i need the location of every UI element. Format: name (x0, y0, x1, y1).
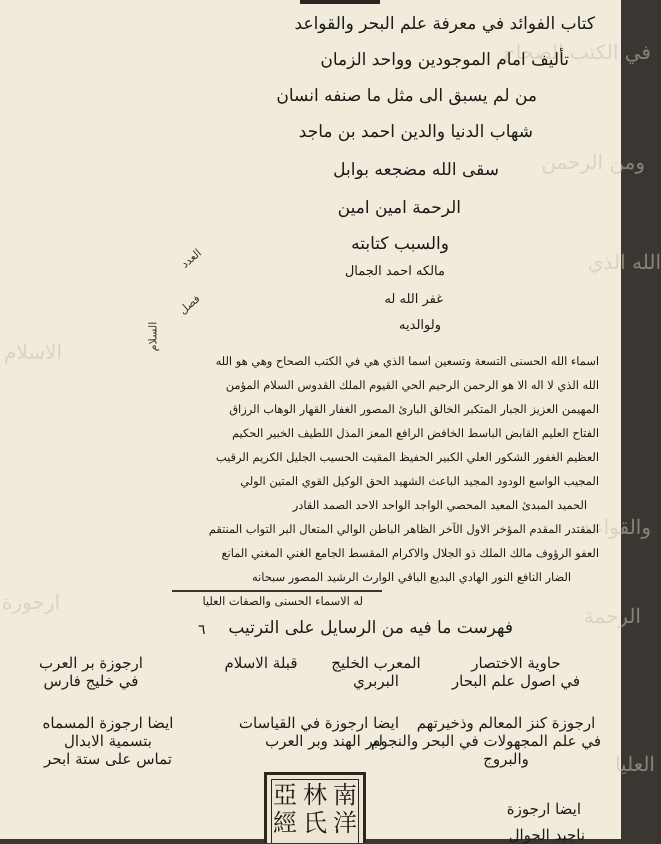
toc-item-line: والبروج (483, 750, 529, 768)
names-line: اسماء الله الحسنى التسعة وتسعين اسما الذي هي في الكتب الصحاح وهي هو الله (215, 354, 599, 368)
toc-item-line: المعرب الخليج (331, 654, 421, 672)
toc-item-line: البربري (353, 672, 399, 690)
margin-note: فصل (176, 292, 203, 317)
names-line: الحميد المبدئ المعيد المحصي الواجد الواحد الاحد الصمد القادر (292, 498, 587, 512)
seal-glyph: 亞 (273, 781, 297, 809)
names-line: الضار النافع النور الهادي البديع الباقي الوارث الرشيد المصور سبحانه (251, 570, 571, 584)
bleed-text: الله الذي (587, 250, 661, 274)
title-line: كتاب الفوائد في معرفة علم البحر والقواعد (294, 14, 595, 34)
toc-footer: ايضا ارجوزة (506, 800, 581, 818)
bleed-text: ارجوزة (2, 590, 61, 614)
names-line: العفو الرؤوف مالك الملك ذو الجلال والاكرام المقسط الجامع الغني المغني المانع (221, 546, 599, 560)
seal-glyph: 經 (273, 809, 297, 837)
name-line: شهاب الدنيا والدين احمد بن ماجد (298, 122, 533, 142)
toc-item-line: في علم المجهولات في البحر والنجوم (371, 732, 601, 750)
names-line: المجيب الواسع الودود المجيد الباعث الشهيد الحق الوكيل القوي المتين الولي (240, 474, 599, 488)
toc-item (238, 714, 399, 750)
toc-item (16, 654, 166, 690)
bleed-text: العليا (614, 752, 655, 776)
toc-item (201, 654, 321, 672)
toc-item (441, 654, 591, 690)
parents-line: ولوالديه (399, 318, 441, 333)
toc-item (321, 654, 431, 690)
seal-glyph: 氏 (303, 809, 327, 837)
seal-glyph: 南 (333, 781, 357, 809)
names-line: المقتدر المقدم المؤخر الاول الآخر الظاهر الباطن الوالي المتعال البر التواب المنتقم (208, 522, 599, 536)
mercy-line: الرحمة امين امين (337, 198, 461, 218)
toc-footer: ناجيد الجوال (508, 826, 585, 844)
top-stroke (300, 0, 380, 4)
blessing-line: سقى الله مضجعه بوابل (333, 160, 499, 180)
names-line: العظيم الغفور الشكور العلي الكبير الحفيظ المقيت الحسيب الجليل الكريم الرقيب (215, 450, 599, 464)
toc-item-line: ايضا ارجوزة المسماه (42, 714, 174, 732)
praise-line: من لم يسبق الى مثل ما صنفه انسان (276, 86, 537, 106)
seal-glyph: 洋 (333, 809, 357, 837)
bleed-text: في الكتب الصحاح (502, 40, 651, 64)
colophon-prefix: والسبب كتابته (351, 234, 449, 254)
library-seal (264, 772, 366, 843)
toc-heading: فهرست ما فيه من الرسايل على الترتيب (228, 618, 513, 638)
toc-mark: ٦ (198, 622, 206, 638)
scribe-line: مالكه احمد الجمال (344, 264, 445, 279)
toc-item-line: بتسمية الابدال (64, 732, 152, 750)
margin-note: العدد (178, 246, 204, 271)
toc-item-line: في خليج فارس (43, 672, 139, 690)
seal-glyph: 林 (303, 781, 327, 809)
bleed-text: ومن الرحمن (541, 150, 645, 174)
bleed-text: والقواعد (581, 515, 651, 539)
toc-item-line: قبلة الاسلام (224, 654, 298, 672)
author-line: تأليف امام الموجودين وواحد الزمان (320, 50, 569, 70)
margin-note: السلام (146, 321, 160, 352)
forgiveness-line: غفر الله له (384, 292, 443, 307)
section-divider (172, 590, 382, 592)
names-line: الفتاح العليم القابض الباسط الخافض الرافع المعز المذل اللطيف الخبير الحكيم (231, 426, 599, 440)
toc-item-line: لبر الهند وبر العرب (265, 732, 383, 750)
names-line: له الاسماء الحسنى والصفات العليا (202, 594, 363, 608)
bleed-text: الرحمة (583, 604, 641, 628)
toc-item-line: ارجوزة بر العرب (39, 654, 143, 672)
toc-item-line: حاوية الاختصار (471, 654, 561, 672)
names-line: الله الذي لا اله الا هو الرحمن الرحيم الحي القيوم الملك القدوس السلام المؤمن (225, 378, 599, 392)
toc-item (18, 714, 198, 768)
names-line: المهيمن العزيز الجبار المتكبر الخالق البارئ المصور الغفار القهار الوهاب الرزاق (229, 402, 599, 416)
toc-item-line: تماس على ستة ابحر (44, 750, 172, 768)
toc-item-line: في اصول علم البحار (451, 672, 581, 690)
bleed-text: الاسلام (4, 340, 63, 364)
toc-item-line: ايضا ارجوزة في القياسات (238, 714, 399, 732)
toc-item-line: ارجوزة كنز المعالم وذخيرتهم (416, 714, 596, 732)
toc-item (371, 714, 601, 768)
